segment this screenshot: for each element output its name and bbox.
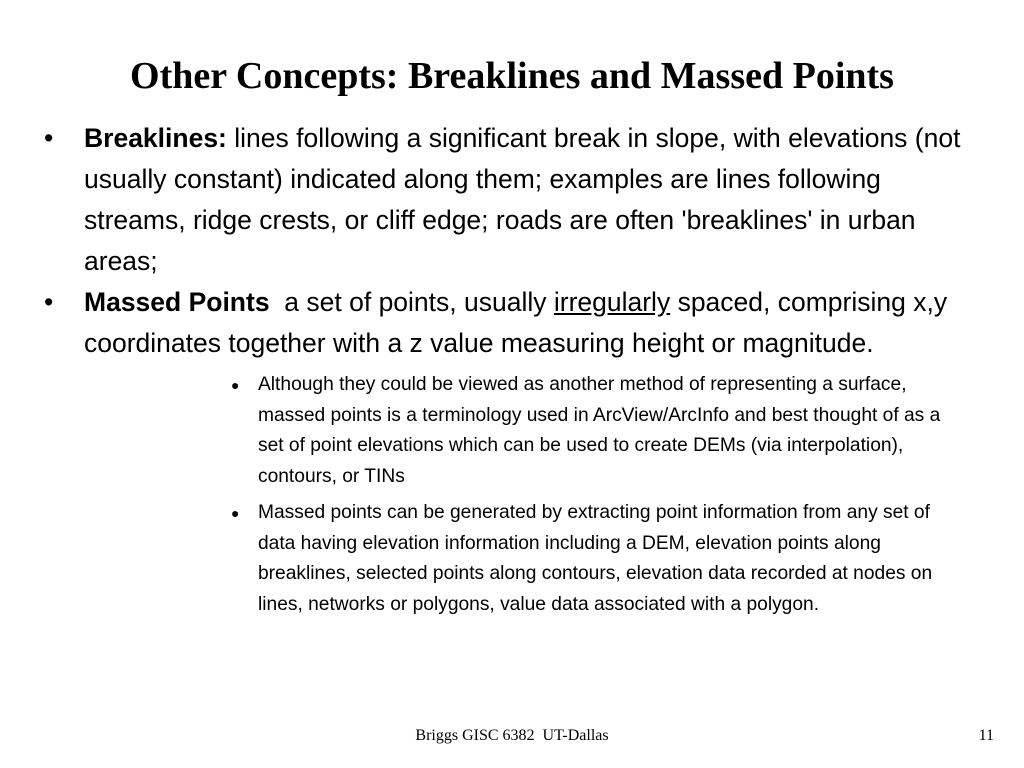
bullet-term-massed-points: Massed Points <box>84 287 270 317</box>
footer-course-label: Briggs GISC 6382 UT-Dallas <box>415 727 609 744</box>
sub-bullet-text-terminology: Although they could be viewed as another method of representing a surface, massed points is a terminology used in ArcView/ArcInfo and best thought of as a set of point elevations which can be used to create DEMs (via interpolation), contours, or TINs <box>258 374 941 487</box>
underlined-word-irregularly: irregularly <box>553 287 671 317</box>
sub-bullet-marker: ● <box>231 377 240 393</box>
bullet-text-massed-points-before: a set of points, usually <box>269 287 554 317</box>
footer-page-number: 11 <box>978 727 994 744</box>
bullet-text-massed-points-after: spaced, comprising x,y coordinates together with a z value measuring height or magnitude. <box>84 287 948 358</box>
bullet-text-breaklines: lines following a significant break in slope, with elevations (not usually constant) indicated along them; examples are lines following streams, ridge crests, or cliff edge; roads are often 'breaklines' in urban areas; <box>84 123 961 276</box>
sub-bullet-text-generation: Massed points can be generated by extracting point information from any set of data having elevation information including a DEM, elevation points along breaklines, selected points along contours, elevation data recorded at nodes on lines, networks or polygons, value data associated with a polygon. <box>258 502 933 615</box>
bullet-massed-points <box>0 282 1024 620</box>
bullet-marker: • <box>44 123 54 153</box>
slide-title: Other Concepts: Breaklines and Massed Points <box>130 55 894 97</box>
sub-bullet-terminology <box>84 370 988 492</box>
bullet-list <box>0 118 1024 626</box>
bullet-marker: • <box>44 287 54 317</box>
bullet-term-breaklines: Breaklines: <box>84 123 227 153</box>
sub-bullet-generation <box>84 498 988 620</box>
sub-bullet-marker: ● <box>231 505 240 521</box>
sub-bullet-list <box>84 370 988 620</box>
bullet-breaklines <box>0 118 1024 282</box>
